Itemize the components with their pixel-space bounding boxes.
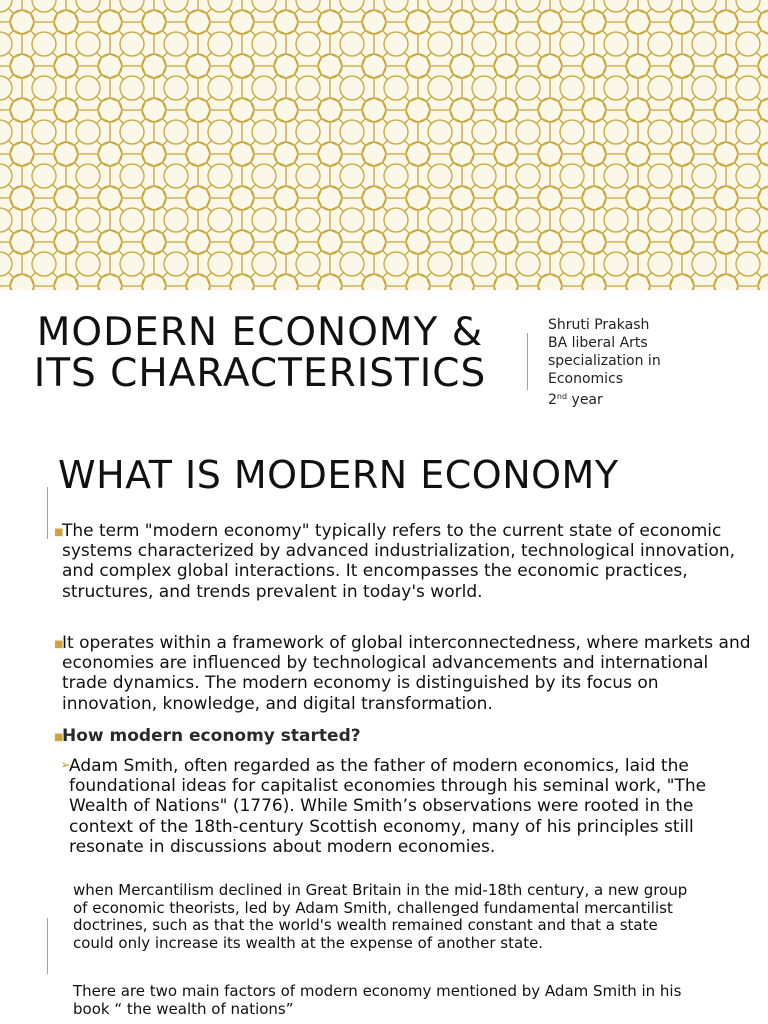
year-word: year: [567, 392, 603, 408]
paragraph-adam-smith: [60, 756, 749, 857]
arrow-bullet-icon: ➢: [60, 758, 71, 773]
paragraph-framework: [54, 633, 752, 714]
author-info: [548, 316, 661, 409]
title-line-1: MODERN ECONOMY &: [36, 310, 484, 355]
bullet-icon: ■: [54, 732, 64, 743]
author-degree: BA liberal Arts: [548, 335, 648, 351]
paragraph-definition: [54, 521, 752, 602]
paragraph-mercantilism: when Mercantilism declined in Great Britain in the mid-18th century, a new group of economic theorists, led by Adam Smith, challenged fundamental mercantilist doctrines, such as that the world's wealth remained constant and that a state could only increase its wealth at the expense of another state.: [73, 881, 688, 952]
year-number: 2: [548, 392, 557, 408]
author-spec-1: specialization in: [548, 353, 661, 369]
paragraph-adam-smith-text: Adam Smith, often regarded as the father of modern economics, laid the foundational ideas for capitalist economies through his seminal work, "The Wealth of Nations" (1776). While Smith’s observations were rooted in the context of the 18th-century Scottish economy, many of his principles still resonate in discussions about modern economies.: [69, 756, 707, 857]
author-year: [548, 388, 661, 409]
title-line-2: ITS CHARACTERISTICS: [33, 351, 487, 396]
pattern-banner: [0, 0, 768, 290]
paragraph-two-factors: There are two main factors of modern economy mentioned by Adam Smith in his book “ the wealth of nations”: [73, 982, 682, 1018]
subheading-origin-text: How modern economy started?: [62, 726, 361, 746]
next-accent-bar: [47, 918, 48, 974]
lattice-pattern: [0, 0, 768, 290]
slide-title: [0, 312, 520, 394]
author-name: Shruti Prakash: [548, 317, 650, 333]
bullet-icon: ■: [54, 639, 64, 650]
subheading-origin: [54, 726, 752, 746]
title-divider: [527, 333, 528, 390]
year-suffix: nd: [556, 392, 568, 401]
section-accent-bar: [47, 487, 48, 539]
bullet-icon: ■: [54, 527, 64, 538]
paragraph-definition-text: The term "modern economy" typically refers to the current state of economic systems characterized by advanced industrialization, technological innovation, and complex global interactions. It encompasses the economic practices, structures, and trends prevalent in today's world.: [62, 521, 736, 602]
section-heading: WHAT IS MODERN ECONOMY: [58, 453, 619, 497]
author-spec-2: Economics: [548, 371, 624, 387]
paragraph-framework-text: It operates within a framework of global interconnectedness, where markets and economies are influenced by technological advancements and international trade dynamics. The modern economy is distinguished by its focus on innovation, knowledge, and digital transformation.: [62, 633, 751, 714]
